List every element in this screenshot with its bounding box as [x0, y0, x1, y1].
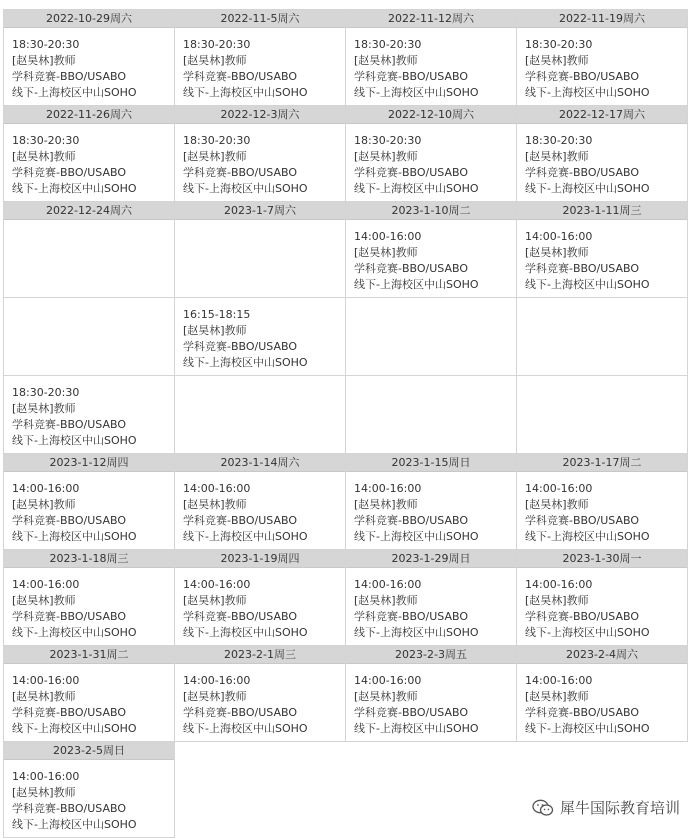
- lesson-course: 学科竞赛-BBO/USABO: [525, 610, 640, 623]
- lesson-entry: [346, 220, 516, 297]
- schedule-row: [3, 741, 694, 837]
- lesson-course: 学科竞赛-BBO/USABO: [12, 610, 127, 623]
- empty-slot: [4, 220, 174, 297]
- lesson-entry: [175, 568, 345, 645]
- empty-slot: [4, 298, 174, 375]
- lesson-teacher: [赵昊林]教师: [354, 54, 418, 67]
- schedule-cell: [174, 549, 346, 646]
- lesson-location: 线下-上海校区中山SOHO: [525, 530, 650, 543]
- lesson-course: 学科竞赛-BBO/USABO: [354, 706, 469, 719]
- lesson-entry: [346, 124, 516, 201]
- schedule-cell: [3, 549, 175, 646]
- lesson-course: 学科竞赛-BBO/USABO: [354, 262, 469, 275]
- lesson-location: 线下-上海校区中山SOHO: [525, 182, 650, 195]
- lesson-location: 线下-上海校区中山SOHO: [12, 818, 137, 831]
- lesson-time: 18:30-20:30: [12, 386, 80, 399]
- lesson-course: 学科竞赛-BBO/USABO: [525, 514, 640, 527]
- lesson-course: 学科竞赛-BBO/USABO: [183, 340, 298, 353]
- empty-slot: [346, 298, 516, 375]
- lesson-course: 学科竞赛-BBO/USABO: [12, 418, 127, 431]
- lesson-entry: [4, 664, 174, 741]
- lesson-time: 14:00-16:00: [12, 482, 80, 495]
- date-header: 2023-1-7周六: [175, 202, 345, 220]
- schedule-cell: [345, 201, 517, 298]
- schedule-row: [3, 375, 694, 453]
- lesson-teacher: [赵昊林]教师: [12, 54, 76, 67]
- schedule-cell: [516, 201, 688, 298]
- date-header: 2023-1-31周二: [4, 646, 174, 664]
- lesson-entry: [346, 472, 516, 549]
- lesson-entry: [517, 124, 687, 201]
- schedule-row: [3, 9, 694, 105]
- schedule-row: [3, 549, 694, 645]
- lesson-time: 18:30-20:30: [12, 134, 80, 147]
- date-header: 2023-1-11周三: [517, 202, 687, 220]
- lesson-time: 18:30-20:30: [525, 38, 593, 51]
- lesson-entry: [4, 760, 174, 837]
- lesson-location: 线下-上海校区中山SOHO: [12, 722, 137, 735]
- lesson-time: 14:00-16:00: [354, 674, 422, 687]
- lesson-time: 14:00-16:00: [183, 482, 251, 495]
- lesson-entry: [4, 28, 174, 105]
- date-header: 2022-12-10周六: [346, 106, 516, 124]
- lesson-teacher: [赵昊林]教师: [183, 498, 247, 511]
- schedule-cell: [3, 375, 175, 454]
- schedule-cell: [3, 201, 175, 298]
- lesson-location: 线下-上海校区中山SOHO: [525, 86, 650, 99]
- lesson-location: 线下-上海校区中山SOHO: [354, 722, 479, 735]
- lesson-time: 14:00-16:00: [354, 482, 422, 495]
- empty-slot: [517, 298, 687, 375]
- lesson-location: 线下-上海校区中山SOHO: [354, 278, 479, 291]
- date-header: 2023-1-19周四: [175, 550, 345, 568]
- schedule-cell: [174, 9, 346, 106]
- schedule-cell: [174, 375, 346, 454]
- lesson-course: 学科竞赛-BBO/USABO: [12, 802, 127, 815]
- lesson-teacher: [赵昊林]教师: [183, 324, 247, 337]
- lesson-time: 14:00-16:00: [354, 230, 422, 243]
- wechat-icon: [532, 799, 554, 817]
- schedule-cell: [345, 297, 517, 376]
- schedule-cell: [345, 453, 517, 550]
- lesson-location: 线下-上海校区中山SOHO: [12, 86, 137, 99]
- schedule-row: [3, 297, 694, 375]
- lesson-entry: [175, 472, 345, 549]
- date-header: 2023-2-3周五: [346, 646, 516, 664]
- date-header: 2023-1-10周二: [346, 202, 516, 220]
- lesson-entry: [175, 664, 345, 741]
- lesson-teacher: [赵昊林]教师: [525, 246, 589, 259]
- date-header: 2022-11-5周六: [175, 10, 345, 28]
- lesson-location: 线下-上海校区中山SOHO: [12, 182, 137, 195]
- lesson-location: 线下-上海校区中山SOHO: [354, 530, 479, 543]
- lesson-location: 线下-上海校区中山SOHO: [525, 722, 650, 735]
- lesson-time: 14:00-16:00: [12, 770, 80, 783]
- date-header: 2022-11-12周六: [346, 10, 516, 28]
- lesson-teacher: [赵昊林]教师: [525, 150, 589, 163]
- schedule-row: [3, 201, 694, 297]
- schedule-cell: [345, 105, 517, 202]
- lesson-entry: [517, 220, 687, 297]
- lesson-course: 学科竞赛-BBO/USABO: [354, 514, 469, 527]
- lesson-course: 学科竞赛-BBO/USABO: [525, 706, 640, 719]
- schedule-cell: [516, 105, 688, 202]
- lesson-course: 学科竞赛-BBO/USABO: [525, 262, 640, 275]
- schedule-row: [3, 105, 694, 201]
- schedule-cell: [174, 297, 346, 376]
- date-header: 2022-12-3周六: [175, 106, 345, 124]
- lesson-course: 学科竞赛-BBO/USABO: [12, 70, 127, 83]
- empty-slot: [175, 220, 345, 297]
- lesson-location: 线下-上海校区中山SOHO: [183, 356, 308, 369]
- date-header: 2023-1-30周一: [517, 550, 687, 568]
- lesson-time: 14:00-16:00: [183, 674, 251, 687]
- lesson-time: 18:30-20:30: [12, 38, 80, 51]
- lesson-location: 线下-上海校区中山SOHO: [12, 626, 137, 639]
- lesson-course: 学科竞赛-BBO/USABO: [12, 166, 127, 179]
- empty-slot: [175, 376, 345, 453]
- lesson-location: 线下-上海校区中山SOHO: [183, 530, 308, 543]
- schedule-cell: [3, 645, 175, 742]
- date-header: 2023-2-1周三: [175, 646, 345, 664]
- lesson-course: 学科竞赛-BBO/USABO: [354, 70, 469, 83]
- schedule-cell: [516, 375, 688, 454]
- lesson-time: 18:30-20:30: [183, 38, 251, 51]
- schedule-cell: [3, 105, 175, 202]
- lesson-teacher: [赵昊林]教师: [12, 786, 76, 799]
- lesson-location: 线下-上海校区中山SOHO: [183, 86, 308, 99]
- lesson-location: 线下-上海校区中山SOHO: [183, 722, 308, 735]
- date-header: 2022-11-19周六: [517, 10, 687, 28]
- schedule-cell: [345, 375, 517, 454]
- date-header: 2023-1-29周日: [346, 550, 516, 568]
- schedule-cell: [174, 105, 346, 202]
- date-header: 2023-1-12周四: [4, 454, 174, 472]
- lesson-time: 16:15-18:15: [183, 308, 251, 321]
- empty-slot: [346, 376, 516, 453]
- lesson-teacher: [赵昊林]教师: [183, 150, 247, 163]
- lesson-time: 14:00-16:00: [525, 578, 593, 591]
- lesson-time: 18:30-20:30: [525, 134, 593, 147]
- schedule-cell: [3, 9, 175, 106]
- lesson-teacher: [赵昊林]教师: [183, 54, 247, 67]
- lesson-teacher: [赵昊林]教师: [525, 54, 589, 67]
- lesson-entry: [4, 568, 174, 645]
- lesson-teacher: [赵昊林]教师: [354, 498, 418, 511]
- lesson-location: 线下-上海校区中山SOHO: [354, 86, 479, 99]
- schedule-cell: [174, 645, 346, 742]
- lesson-teacher: [赵昊林]教师: [12, 690, 76, 703]
- watermark: [532, 797, 680, 818]
- lesson-teacher: [赵昊林]教师: [354, 594, 418, 607]
- schedule-cell: [516, 453, 688, 550]
- schedule-cell: [3, 453, 175, 550]
- lesson-entry: [517, 664, 687, 741]
- date-header: 2023-1-18周三: [4, 550, 174, 568]
- lesson-time: 18:30-20:30: [354, 134, 422, 147]
- lesson-entry: [175, 28, 345, 105]
- date-header: 2023-1-15周日: [346, 454, 516, 472]
- lesson-teacher: [赵昊林]教师: [354, 246, 418, 259]
- lesson-entry: [346, 664, 516, 741]
- lesson-teacher: [赵昊林]教师: [183, 594, 247, 607]
- schedule-cell: [516, 9, 688, 106]
- lesson-course: 学科竞赛-BBO/USABO: [354, 610, 469, 623]
- schedule-cell: [174, 453, 346, 550]
- lesson-entry: [346, 568, 516, 645]
- lesson-course: 学科竞赛-BBO/USABO: [183, 706, 298, 719]
- lesson-course: 学科竞赛-BBO/USABO: [525, 70, 640, 83]
- lesson-time: 14:00-16:00: [12, 674, 80, 687]
- lesson-time: 14:00-16:00: [525, 674, 593, 687]
- lesson-course: 学科竞赛-BBO/USABO: [354, 166, 469, 179]
- date-header: 2023-2-4周六: [517, 646, 687, 664]
- lesson-entry: [517, 28, 687, 105]
- date-header: 2022-12-17周六: [517, 106, 687, 124]
- lesson-teacher: [赵昊林]教师: [183, 690, 247, 703]
- lesson-teacher: [赵昊林]教师: [525, 690, 589, 703]
- lesson-course: 学科竞赛-BBO/USABO: [525, 166, 640, 179]
- schedule-cell: [174, 201, 346, 298]
- date-header: 2023-2-5周日: [4, 742, 174, 760]
- lesson-teacher: [赵昊林]教师: [12, 150, 76, 163]
- lesson-entry: [4, 472, 174, 549]
- lesson-course: 学科竞赛-BBO/USABO: [12, 514, 127, 527]
- schedule-cell: [516, 549, 688, 646]
- lesson-location: 线下-上海校区中山SOHO: [525, 278, 650, 291]
- lesson-entry: [4, 376, 174, 453]
- lesson-entry: [175, 298, 345, 375]
- lesson-time: 14:00-16:00: [183, 578, 251, 591]
- date-header: 2022-10-29周六: [4, 10, 174, 28]
- lesson-location: 线下-上海校区中山SOHO: [354, 626, 479, 639]
- schedule-cell: [345, 645, 517, 742]
- lesson-teacher: [赵昊林]教师: [12, 498, 76, 511]
- schedule-cell: [3, 297, 175, 376]
- lesson-teacher: [赵昊林]教师: [525, 594, 589, 607]
- schedule-cell: [516, 297, 688, 376]
- lesson-course: 学科竞赛-BBO/USABO: [183, 610, 298, 623]
- lesson-entry: [517, 472, 687, 549]
- lesson-teacher: [赵昊林]教师: [525, 498, 589, 511]
- lesson-location: 线下-上海校区中山SOHO: [183, 182, 308, 195]
- lesson-teacher: [赵昊林]教师: [354, 150, 418, 163]
- lesson-teacher: [赵昊林]教师: [354, 690, 418, 703]
- lesson-entry: [517, 568, 687, 645]
- lesson-time: 14:00-16:00: [12, 578, 80, 591]
- lesson-location: 线下-上海校区中山SOHO: [12, 434, 137, 447]
- lesson-course: 学科竞赛-BBO/USABO: [183, 166, 298, 179]
- lesson-entry: [4, 124, 174, 201]
- date-header: 2023-1-14周六: [175, 454, 345, 472]
- lesson-time: 14:00-16:00: [525, 482, 593, 495]
- schedule-cell: [345, 9, 517, 106]
- schedule-cell: [345, 549, 517, 646]
- lesson-course: 学科竞赛-BBO/USABO: [12, 706, 127, 719]
- empty-slot: [517, 376, 687, 453]
- date-header: 2022-11-26周六: [4, 106, 174, 124]
- date-header: 2023-1-17周二: [517, 454, 687, 472]
- lesson-time: 14:00-16:00: [525, 230, 593, 243]
- lesson-time: 18:30-20:30: [183, 134, 251, 147]
- lesson-location: 线下-上海校区中山SOHO: [12, 530, 137, 543]
- schedule-row: [3, 645, 694, 741]
- schedule-grid: [3, 9, 694, 837]
- lesson-time: 14:00-16:00: [354, 578, 422, 591]
- lesson-entry: [175, 124, 345, 201]
- schedule-cell: [3, 741, 175, 838]
- date-header: 2022-12-24周六: [4, 202, 174, 220]
- lesson-location: 线下-上海校区中山SOHO: [525, 626, 650, 639]
- lesson-time: 18:30-20:30: [354, 38, 422, 51]
- schedule-cell: [516, 645, 688, 742]
- lesson-location: 线下-上海校区中山SOHO: [354, 182, 479, 195]
- lesson-entry: [346, 28, 516, 105]
- lesson-course: 学科竞赛-BBO/USABO: [183, 514, 298, 527]
- lesson-location: 线下-上海校区中山SOHO: [183, 626, 308, 639]
- watermark-text: 犀牛国际教育培训: [559, 799, 680, 817]
- lesson-teacher: [赵昊林]教师: [12, 402, 76, 415]
- schedule-row: [3, 453, 694, 549]
- lesson-course: 学科竞赛-BBO/USABO: [183, 70, 298, 83]
- lesson-teacher: [赵昊林]教师: [12, 594, 76, 607]
